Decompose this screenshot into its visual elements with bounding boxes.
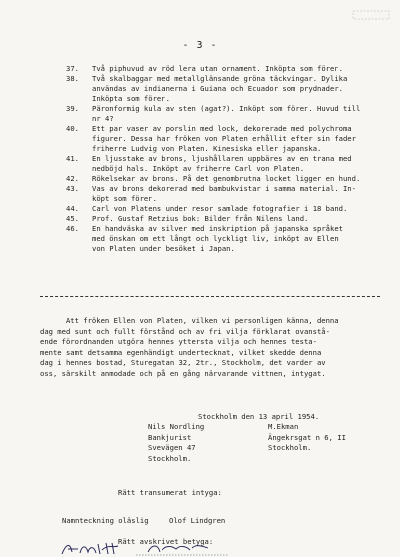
place-and-date: Stockholm den 13 april 1954. [198,412,320,421]
dashed-separator [40,296,380,297]
item-number: 45. [66,214,79,223]
handwritten-signatures [58,540,238,557]
witness-left: Nils Nordling Bankjurist Svevägen 47 Stockholm. [148,422,205,463]
signature-illegible-note: Namnteckning oläslig [62,516,149,525]
item-number: 37. [66,64,79,73]
list-item [66,224,386,254]
name-lindgren: Olof Lindgren [169,516,226,525]
witness-right: M.Ekman Ängekrsgat n 6, II Stockholm. [268,422,346,453]
item-number: 42. [66,174,79,183]
item-text: En handväska av silver med inskription på japanska språket med önskan om ett långt och lyckligt liv, inköpt av Ellen von Platen under besöket i Japan. [92,224,343,253]
item-text: Vas av brons dekorerad med bambukvistar i samma material. In- köpt som förег. [92,184,356,203]
witness-statement: Att fröken Ellen von Platen, vilken vi personligen känna, denna dag med sunt och fullt förstånd och av fri vilja förklarat ovanstå- ende förordnanden utgöra hennes yttersta vilja och hennes testa- mente samt detsamma egenhändigt undertecknat, vilket skedde denna dag i hennes bostad, Sturegatan 32, 2tr., Stockholm, det varder av oss, särskilt anmodade och på en gång närvarande vittnen, intygat. [40,316,339,378]
list-item [66,104,386,124]
item-list [66,64,386,254]
item-number: 40. [66,124,79,133]
list-item [66,74,386,104]
list-item [66,184,386,204]
item-text: Två piphuvud av röd lera utan ornament. Inköpta som förег. [92,64,343,73]
list-item [66,64,386,74]
item-text: Carl von Platens under resor samlade fotografier i 18 band. [92,204,348,213]
item-text: Ett par vaser av porslin med lock, dekorerade med polychroma figurer. Dessa har fröken von Platen erhållit efter sin fader friherre Ludvig von Platen. Kinesiska eller japanska. [92,124,356,153]
page-number: - 3 - [182,40,218,51]
list-item [66,124,386,154]
list-item [66,204,386,214]
item-number: 43. [66,184,79,193]
list-item [66,174,386,184]
item-number: 41. [66,154,79,163]
item-number: 46. [66,224,79,233]
item-text: Prof. Gustaf Retzius bok: Bilder från Nilens land. [92,214,309,223]
list-item [66,154,386,174]
item-text: Päronformig kula av sten (agat?). Inköpt som förег. Huvud till nr 4? [92,104,361,123]
transumerat-line: Rätt transumerat intyga: [118,488,222,497]
corner-stamp-mark [352,10,390,20]
item-text: En ljusstake av brons, ljushållaren uppbäres av en trana med nedböjd hals. Inköpt av friherre Carl von Platen. [92,154,352,173]
item-text: Rökelsekar av brons. På det genombrutna locket ligger en hund. [92,174,361,183]
item-number: 44. [66,204,79,213]
item-text: Två skalbaggar med metallglänsande gröna täckvingar. Dylika användas av indianerna i Guiana och Ecuador som prydnader. Inköpta som förег. [92,74,348,103]
avskrivet-line: Rätt avskrivet betyga: [118,537,214,546]
item-number: 39. [66,104,79,113]
list-item [66,214,386,224]
item-number: 38. [66,74,79,83]
